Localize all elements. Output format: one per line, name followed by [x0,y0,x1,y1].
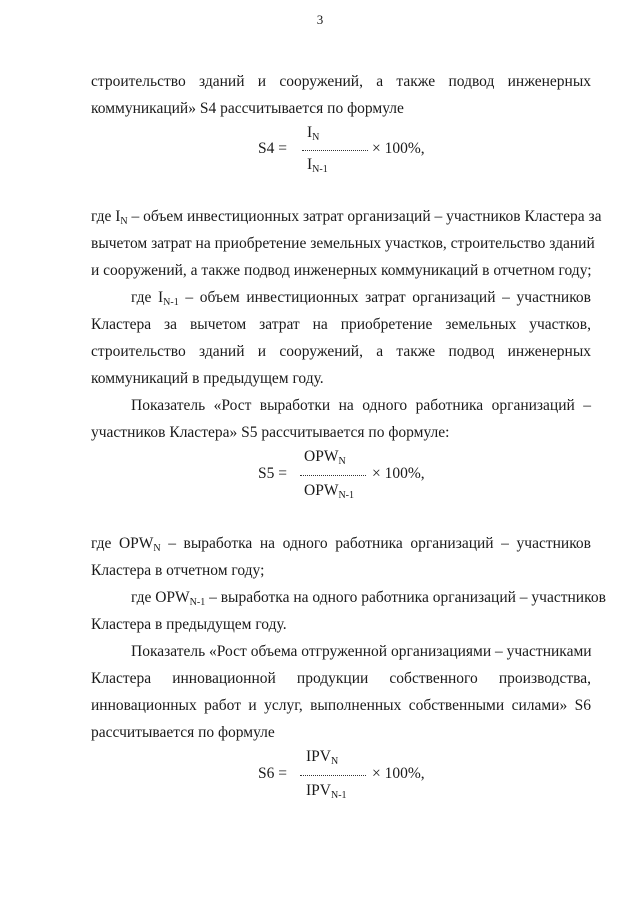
formula-s5-lhs: S5 = [258,465,287,482]
formula-s4-denominator: $I_{N-1}$ [307,156,328,175]
formula-s5-fraction-bar [300,475,366,476]
paragraph-4-line-1: Показатель «Рост выработки на одного работника организаций – [131,397,591,414]
paragraph-5-line-1: где $OPW_N$ – выработка на одного работника организаций – участников [91,535,592,554]
page-number: 3 [316,12,324,27]
paragraph-4-line-2: участников Кластера» S5 рассчитывается по формуле: [91,424,450,441]
paragraph-2-line-1: где $I_N$ – объем инвестиционных затрат организаций – участников Кластера за [91,208,602,227]
formula-s6-fraction-bar [300,775,366,776]
paragraph-2-line-2: вычетом затрат на приобретение земельных участков, строительство зданий [91,235,595,252]
paragraph-7-line-4: рассчитывается по формуле [91,724,275,741]
formula-s6-rhs: × 100%, [372,765,425,782]
formula-s6-denominator: $IPV_{N-1}$ [306,782,347,801]
formula-s5-denominator: $OPW_{N-1}$ [304,482,355,501]
paragraph-6-line-1: где $OPW_{N-1}$ – выработка на одного работника организаций – участников [131,589,606,608]
formula-s6-lhs: S6 = [258,765,287,782]
formula-s5-numerator: $OPW_N$ [304,448,346,467]
paragraph-7-line-3: инновационных работ и услуг, выполненных собственными силами» S6 [91,697,591,714]
paragraph-2-line-3: и сооружений, а также подвод инженерных коммуникаций в отчетном году; [91,262,592,279]
paragraph-3-line-3: строительство зданий и сооружений, а также подвод инженерных [91,343,591,360]
paragraph-3-line-4: коммуникаций в предыдущем году. [91,370,324,387]
paragraph-6-line-2: Кластера в предыдущем году. [91,616,287,633]
paragraph-7-line-2: Кластера инновационной продукции собственного производства, [91,670,591,687]
formula-s4-rhs: × 100%, [372,140,425,157]
paragraph-3-line-1: где $I_{N-1}$ – объем инвестиционных затрат организаций – участников [131,289,592,308]
formula-s4-lhs: S4 = [258,140,287,157]
formula-s4-fraction-bar [302,150,368,151]
paragraph-1-line-2: коммуникаций» S4 рассчитывается по формуле [91,100,404,117]
formula-s6-numerator: $IPV_N$ [306,748,339,767]
paragraph-7-line-1: Показатель «Рост объема отгруженной организациями – участниками [131,643,592,660]
paragraph-3-line-2: Кластера за вычетом затрат на приобретение земельных участков, [91,316,591,333]
paragraph-5-line-2: Кластера в отчетном году; [91,562,265,579]
formula-s5-rhs: × 100%, [372,465,425,482]
formula-s4-numerator: $I_N$ [307,124,320,143]
paragraph-1-line-1: строительство зданий и сооружений, а также подвод инженерных [91,73,591,90]
